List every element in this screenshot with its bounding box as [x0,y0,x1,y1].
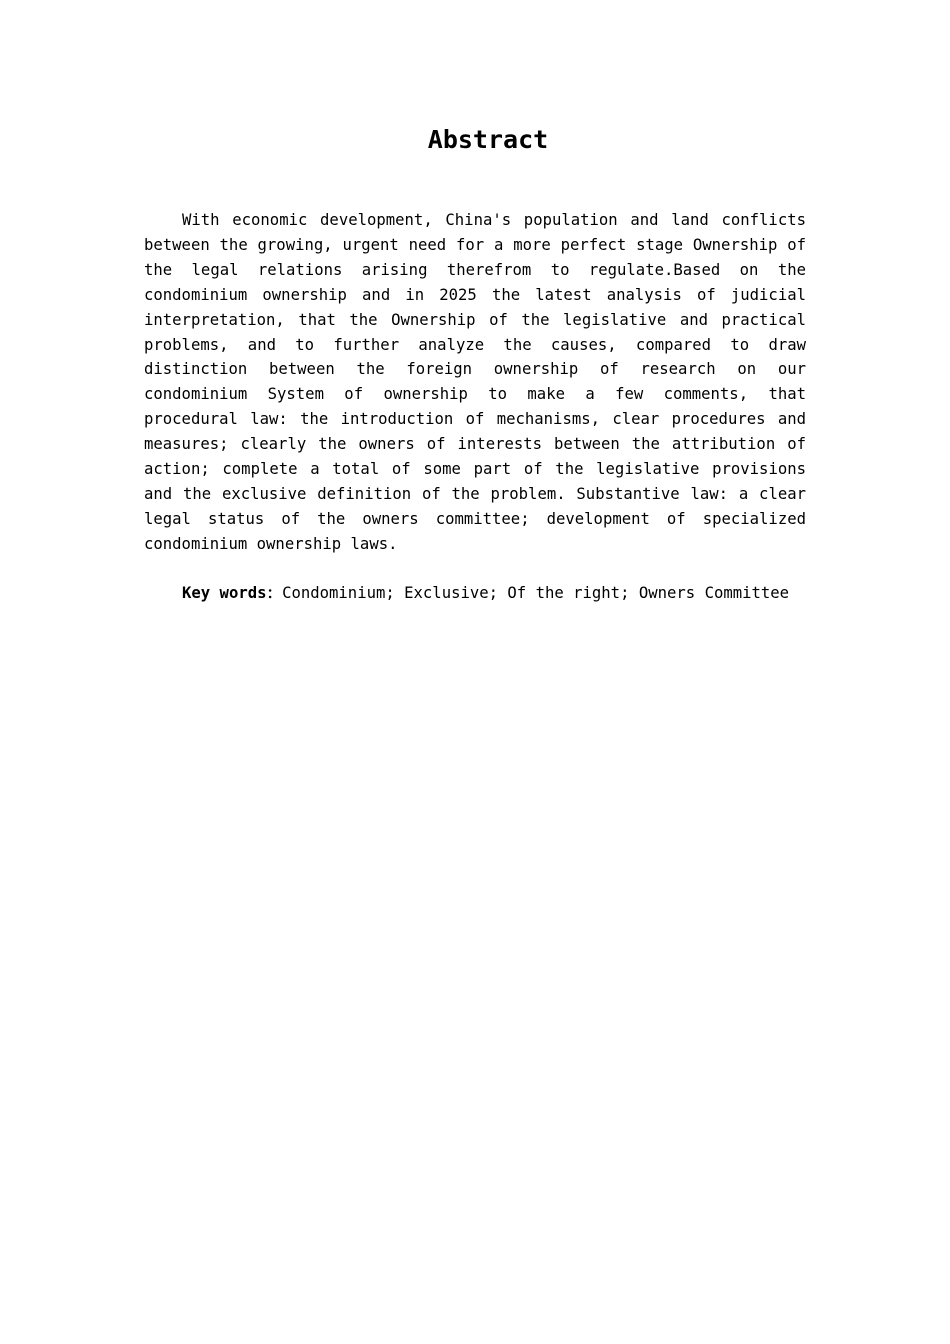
abstract-title: Abstract [427,125,549,154]
keywords-line [182,581,822,606]
keywords-label: Key words： [182,584,283,602]
abstract-body: With economic development, China's population and land conflicts between the growing, urgent need for a more perfect stage Ownership of the legal relations arising therefrom to regulate.Based on the condominium ownership and in 2025 the latest analysis of judicial interpretation, that the Ownership of the legislative and practical problems, and to further analyze the causes, compared to draw distinction between the foreign ownership of research on our condominium System of ownership to make a few comments, that procedural law: the introduction of mechanisms, clear procedures and measures; clearly the owners of interests between the attribution of action; complete a total of some part of the legislative provisions and the exclusive definition of the problem. Substantive law: a clear legal status of the owners committee; development of specialized condominium ownership laws. [144,211,806,553]
keywords-text: Condominium; Exclusive; Of the right; Owners Committee [282,584,790,602]
